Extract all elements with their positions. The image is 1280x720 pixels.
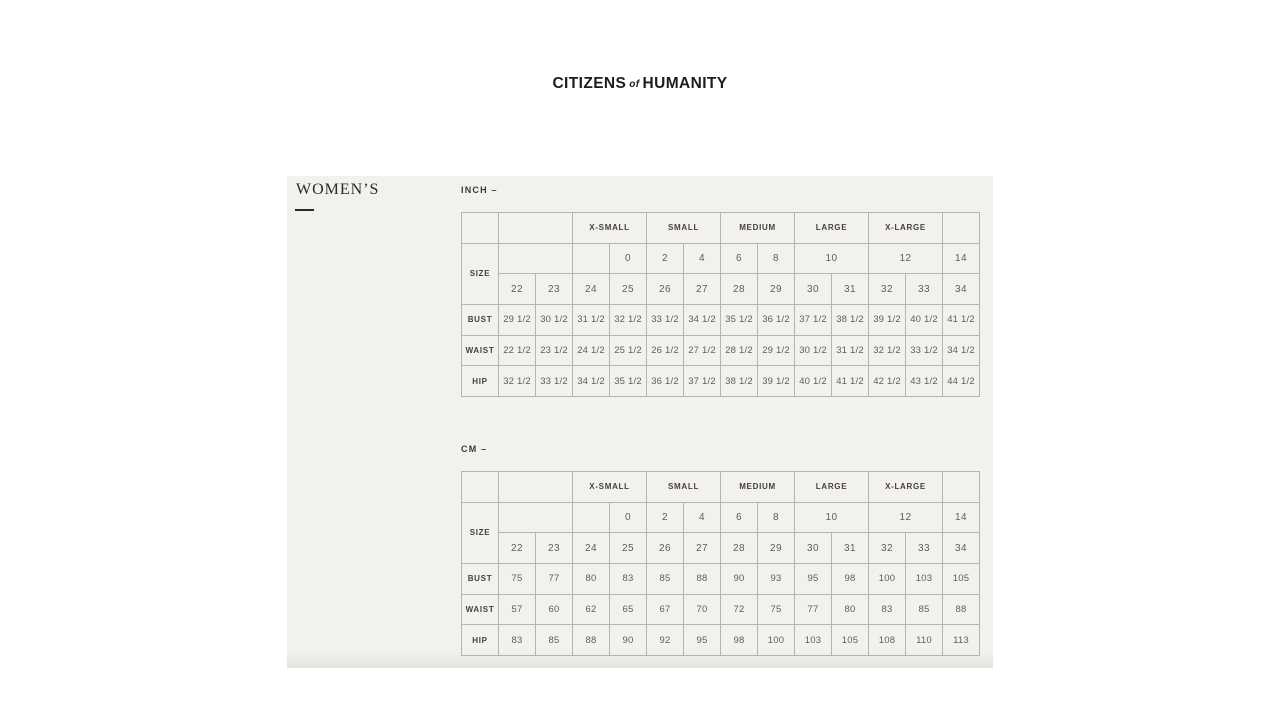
- section-title-underline: [295, 209, 314, 211]
- numeric-size-cell: 22: [499, 274, 536, 305]
- numeric-size-cell: 32: [869, 533, 906, 564]
- size-guide-panel: [287, 176, 993, 668]
- even-size-cell: [499, 502, 573, 533]
- even-size-cell: 6: [721, 502, 758, 533]
- numeric-size-cell: 30: [795, 533, 832, 564]
- unit-label-inch: INCH –: [461, 185, 498, 195]
- measure-value-cell: 83: [499, 625, 536, 656]
- measure-value-cell: 100: [869, 564, 906, 595]
- measure-value-cell: 26 1/2: [647, 335, 684, 366]
- numeric-size-cell: 28: [721, 533, 758, 564]
- measure-value-cell: 92: [647, 625, 684, 656]
- brand-logo-humanity: HUMANITY: [642, 75, 728, 92]
- measure-value-cell: 33 1/2: [906, 335, 943, 366]
- measure-value-cell: 37 1/2: [795, 305, 832, 336]
- numeric-size-cell: 34: [943, 274, 980, 305]
- measure-value-cell: 103: [906, 564, 943, 595]
- measure-value-cell: 88: [573, 625, 610, 656]
- size-row-label: SIZE: [462, 243, 499, 304]
- numeric-size-cell: 30: [795, 274, 832, 305]
- size-group-header: MEDIUM: [721, 472, 795, 503]
- measure-value-cell: 40 1/2: [795, 366, 832, 397]
- even-size-cell: [573, 502, 610, 533]
- even-size-cell: 14: [943, 243, 980, 274]
- measure-value-cell: 105: [832, 625, 869, 656]
- even-size-cell: 10: [795, 502, 869, 533]
- measure-value-cell: 38 1/2: [721, 366, 758, 397]
- numeric-size-cell: 27: [684, 533, 721, 564]
- numeric-size-cell: 31: [832, 274, 869, 305]
- even-size-cell: 0: [610, 502, 647, 533]
- even-size-cell: 6: [721, 243, 758, 274]
- size-group-header: [943, 472, 980, 503]
- measure-value-cell: 80: [832, 594, 869, 625]
- measure-value-cell: 30 1/2: [536, 305, 573, 336]
- even-size-cell: 8: [758, 243, 795, 274]
- numeric-size-cell: 29: [758, 274, 795, 305]
- size-group-header: X-SMALL: [573, 213, 647, 244]
- size-row-label: SIZE: [462, 502, 499, 563]
- measure-value-cell: 72: [721, 594, 758, 625]
- even-size-cell: 10: [795, 243, 869, 274]
- cm-size-block: [461, 444, 980, 656]
- brand-logo-of: of: [629, 79, 640, 90]
- measure-value-cell: 88: [943, 594, 980, 625]
- size-group-header: [499, 213, 573, 244]
- numeric-size-cell: 25: [610, 274, 647, 305]
- numeric-size-cell: 23: [536, 274, 573, 305]
- even-size-cell: 4: [684, 502, 721, 533]
- measure-value-cell: 85: [647, 564, 684, 595]
- measure-value-cell: 23 1/2: [536, 335, 573, 366]
- measure-value-cell: 32 1/2: [610, 305, 647, 336]
- even-size-cell: 0: [610, 243, 647, 274]
- even-size-cell: 2: [647, 243, 684, 274]
- brand-logo: [0, 75, 1280, 93]
- section-title-womens: WOMEN’S: [296, 181, 380, 198]
- cm-size-table: [461, 471, 980, 656]
- measure-value-cell: 83: [610, 564, 647, 595]
- measure-value-cell: 62: [573, 594, 610, 625]
- numeric-size-cell: 24: [573, 274, 610, 305]
- numeric-size-cell: 26: [647, 274, 684, 305]
- measure-value-cell: 103: [795, 625, 832, 656]
- measure-value-cell: 33 1/2: [536, 366, 573, 397]
- size-group-header: SMALL: [647, 472, 721, 503]
- measure-value-cell: 90: [721, 564, 758, 595]
- numeric-size-cell: 22: [499, 533, 536, 564]
- measure-value-cell: 70: [684, 594, 721, 625]
- size-group-header: SMALL: [647, 213, 721, 244]
- even-size-cell: [573, 243, 610, 274]
- measure-value-cell: 75: [499, 564, 536, 595]
- measure-value-cell: 25 1/2: [610, 335, 647, 366]
- brand-logo-citizens: CITIZENS: [552, 75, 627, 92]
- measure-value-cell: 36 1/2: [758, 305, 795, 336]
- measure-value-cell: 67: [647, 594, 684, 625]
- measure-value-cell: 39 1/2: [758, 366, 795, 397]
- measure-value-cell: 43 1/2: [906, 366, 943, 397]
- measure-value-cell: 95: [684, 625, 721, 656]
- measure-value-cell: 34 1/2: [684, 305, 721, 336]
- numeric-size-cell: 33: [906, 274, 943, 305]
- measure-value-cell: 28 1/2: [721, 335, 758, 366]
- numeric-size-cell: 27: [684, 274, 721, 305]
- numeric-size-cell: 26: [647, 533, 684, 564]
- measure-value-cell: 33 1/2: [647, 305, 684, 336]
- measure-value-cell: 31 1/2: [573, 305, 610, 336]
- measure-label-cell: BUST: [462, 305, 499, 336]
- numeric-size-cell: 28: [721, 274, 758, 305]
- measure-value-cell: 57: [499, 594, 536, 625]
- measure-value-cell: 83: [869, 594, 906, 625]
- even-size-cell: [499, 243, 573, 274]
- measure-value-cell: 80: [573, 564, 610, 595]
- measure-value-cell: 98: [721, 625, 758, 656]
- size-group-header: X-LARGE: [869, 213, 943, 244]
- measure-value-cell: 113: [943, 625, 980, 656]
- measure-value-cell: 90: [610, 625, 647, 656]
- even-size-cell: 12: [869, 243, 943, 274]
- numeric-size-cell: 25: [610, 533, 647, 564]
- measure-value-cell: 75: [758, 594, 795, 625]
- measure-value-cell: 35 1/2: [721, 305, 758, 336]
- numeric-size-cell: 34: [943, 533, 980, 564]
- measure-value-cell: 24 1/2: [573, 335, 610, 366]
- even-size-cell: 4: [684, 243, 721, 274]
- measure-value-cell: 98: [832, 564, 869, 595]
- numeric-size-cell: 32: [869, 274, 906, 305]
- inch-size-block: [461, 185, 980, 397]
- measure-value-cell: 37 1/2: [684, 366, 721, 397]
- inch-size-table: [461, 212, 980, 397]
- measure-label-cell: HIP: [462, 366, 499, 397]
- size-group-header: [499, 472, 573, 503]
- measure-value-cell: 88: [684, 564, 721, 595]
- size-group-header: [462, 213, 499, 244]
- measure-label-cell: BUST: [462, 564, 499, 595]
- even-size-cell: 12: [869, 502, 943, 533]
- measure-value-cell: 108: [869, 625, 906, 656]
- measure-value-cell: 77: [536, 564, 573, 595]
- size-group-header: X-SMALL: [573, 472, 647, 503]
- size-group-header: MEDIUM: [721, 213, 795, 244]
- measure-value-cell: 29 1/2: [758, 335, 795, 366]
- measure-value-cell: 35 1/2: [610, 366, 647, 397]
- measure-value-cell: 22 1/2: [499, 335, 536, 366]
- measure-value-cell: 60: [536, 594, 573, 625]
- measure-value-cell: 31 1/2: [832, 335, 869, 366]
- measure-value-cell: 40 1/2: [906, 305, 943, 336]
- even-size-cell: 2: [647, 502, 684, 533]
- measure-value-cell: 110: [906, 625, 943, 656]
- measure-value-cell: 34 1/2: [943, 335, 980, 366]
- measure-value-cell: 32 1/2: [869, 335, 906, 366]
- measure-value-cell: 32 1/2: [499, 366, 536, 397]
- numeric-size-cell: 24: [573, 533, 610, 564]
- numeric-size-cell: 29: [758, 533, 795, 564]
- measure-value-cell: 34 1/2: [573, 366, 610, 397]
- measure-value-cell: 93: [758, 564, 795, 595]
- measure-value-cell: 30 1/2: [795, 335, 832, 366]
- measure-value-cell: 42 1/2: [869, 366, 906, 397]
- measure-value-cell: 85: [536, 625, 573, 656]
- numeric-size-cell: 31: [832, 533, 869, 564]
- measure-value-cell: 41 1/2: [943, 305, 980, 336]
- measure-value-cell: 65: [610, 594, 647, 625]
- measure-value-cell: 100: [758, 625, 795, 656]
- measure-label-cell: HIP: [462, 625, 499, 656]
- numeric-size-cell: 23: [536, 533, 573, 564]
- numeric-size-cell: 33: [906, 533, 943, 564]
- measure-value-cell: 95: [795, 564, 832, 595]
- measure-value-cell: 29 1/2: [499, 305, 536, 336]
- even-size-cell: 14: [943, 502, 980, 533]
- measure-value-cell: 41 1/2: [832, 366, 869, 397]
- unit-label-cm: CM –: [461, 444, 488, 454]
- measure-value-cell: 39 1/2: [869, 305, 906, 336]
- measure-label-cell: WAIST: [462, 594, 499, 625]
- size-group-header: LARGE: [795, 472, 869, 503]
- measure-value-cell: 38 1/2: [832, 305, 869, 336]
- size-group-header: [462, 472, 499, 503]
- measure-value-cell: 77: [795, 594, 832, 625]
- measure-value-cell: 44 1/2: [943, 366, 980, 397]
- measure-value-cell: 85: [906, 594, 943, 625]
- measure-value-cell: 36 1/2: [647, 366, 684, 397]
- size-group-header: [943, 213, 980, 244]
- measure-value-cell: 27 1/2: [684, 335, 721, 366]
- size-group-header: LARGE: [795, 213, 869, 244]
- measure-label-cell: WAIST: [462, 335, 499, 366]
- even-size-cell: 8: [758, 502, 795, 533]
- measure-value-cell: 105: [943, 564, 980, 595]
- size-group-header: X-LARGE: [869, 472, 943, 503]
